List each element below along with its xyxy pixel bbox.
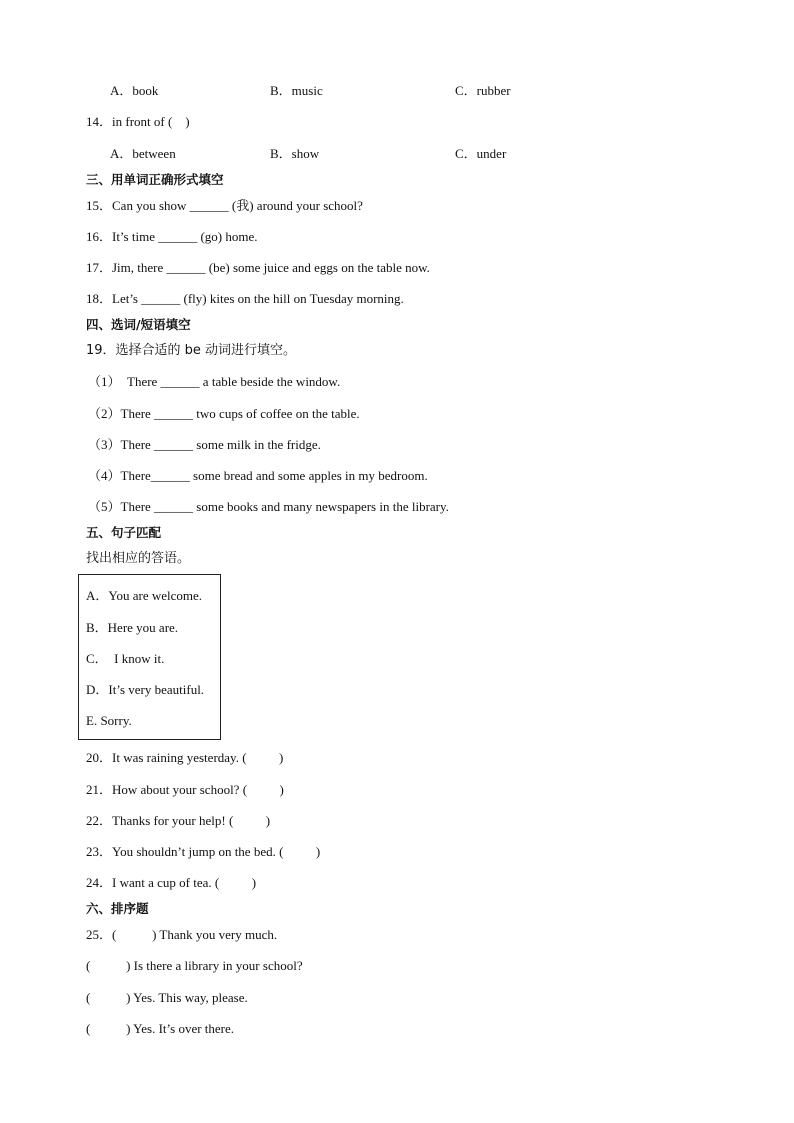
q19-item-1: （1） There ______ a table beside the window. [88, 374, 341, 389]
q25-line-1: 25．( ) Thank you very much. [86, 927, 278, 942]
q14-option-c: C．under [455, 146, 507, 161]
q14-option-a: A．between [110, 146, 176, 161]
q23: 23．You shouldn’t jump on the bed. ( ) [86, 844, 321, 859]
section3-title: 三、用单词正确形式填空 [86, 172, 224, 187]
q24: 24．I want a cup of tea. ( ) [86, 875, 257, 890]
q25-line-2: ( ) Is there a library in your school? [86, 958, 303, 973]
answer-option-e: E. Sorry. [86, 713, 132, 728]
q19-item-5: （5）There ______ some books and many newspapers in the library. [88, 499, 449, 514]
answer-option-b: B．Here you are. [86, 620, 179, 635]
q14-question: 14．in front of ( ) [86, 114, 190, 129]
answer-option-c: C． I know it. [86, 651, 165, 666]
answer-option-a: A．You are welcome. [86, 588, 203, 603]
section4-title: 四、选词/短语填空 [86, 317, 191, 332]
q13-option-a: A．book [110, 83, 159, 98]
answer-option-d: D．It’s very beautiful. [86, 682, 205, 697]
q19-instruction: 19．选择合适的 be 动词进行填空。 [86, 343, 297, 358]
q16: 16．It’s time ______ (go) home. [86, 229, 258, 244]
section5-title: 五、句子匹配 [86, 525, 162, 540]
q13-option-b: B．music [270, 83, 323, 98]
section5-instruction: 找出相应的答语。 [86, 551, 191, 566]
q20: 20．It was raining yesterday. ( ) [86, 750, 284, 765]
q15: 15．Can you show ______ (我) around your school? [86, 198, 363, 213]
q17: 17．Jim, there ______ (be) some juice and eggs on the table now. [86, 260, 430, 275]
q19-item-3: （3）There ______ some milk in the fridge. [88, 437, 321, 452]
q25-line-4: ( ) Yes. It’s over there. [86, 1021, 235, 1036]
q14-option-b: B．show [270, 146, 320, 161]
section6-title: 六、排序题 [86, 901, 149, 916]
q19-item-4: （4）There______ some bread and some apples in my bedroom. [88, 468, 428, 483]
q22: 22．Thanks for your help! ( ) [86, 813, 271, 828]
q21: 21．How about your school? ( ) [86, 782, 284, 797]
q25-line-3: ( ) Yes. This way, please. [86, 990, 248, 1005]
q19-item-2: （2）There ______ two cups of coffee on the table. [88, 406, 360, 421]
q13-option-c: C．rubber [455, 83, 511, 98]
q18: 18．Let’s ______ (fly) kites on the hill on Tuesday morning. [86, 291, 404, 306]
